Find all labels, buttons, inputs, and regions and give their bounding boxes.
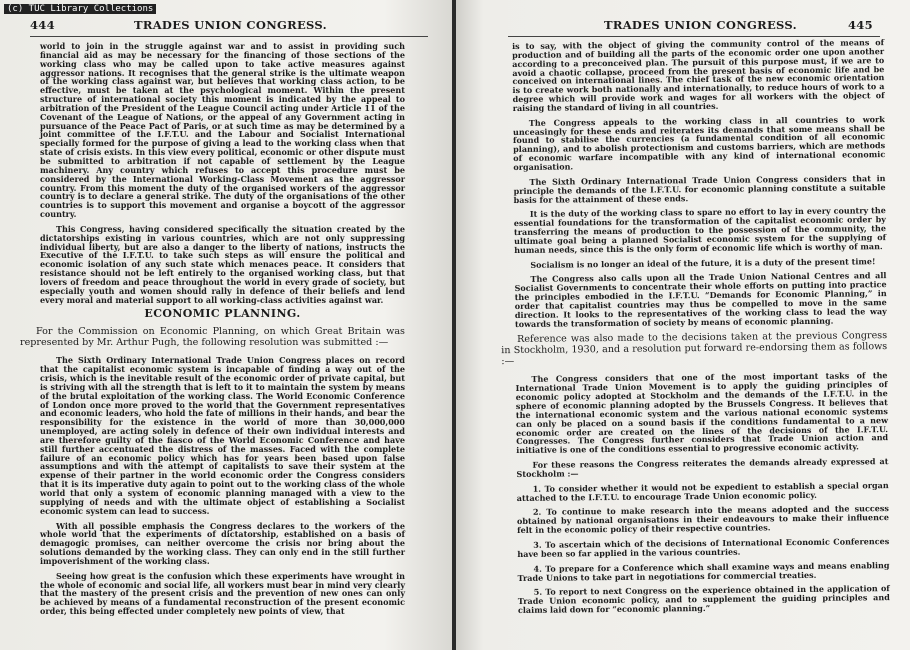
left-body-text [20,41,405,622]
left-page [0,0,452,650]
right-paragraph: For these reasons the Congress reiterates the demands already expressed at Stockholm :— [516,456,889,479]
left-page-number: 444 [30,18,55,32]
right-reference-paragraph: Reference was also made to the decisions taken at the previous Congress in Stockholm, 1930, and a resolution put forward re-endorsing them as follows :— [501,330,888,368]
left-paragraph: world to join in the struggle against war and to assist in providing such financial aid as may be necessary for the financing of those sections of the working class who may be called upon to take active measures against aggressor nations. It recognises that the general strike is the ultimate weapon of the working class against war, but believes that working class action, to be effective, must be taken at the psychological moment. Within the present structure of international society this moment is indicated by the appeal to arbitration of the President of the League Council acting under Article 11 of the Covenant of the League of Nations, or the appeal of any Government acting in pursuance of the Peace Pact of Paris, or at such time as may be determined by a joint committee of the I.F.T.U. and the Labour and Socialist International specially formed for the purpose of giving a lead to the working class when that state of crisis exists. In this view every political, economic or other dispute must be submitted to arbitration if not capable of settlement by the League machinery. Any country which refuses to accept this procedure must be considered by the International Working-Class Movement as the aggressor country. From this moment the duty of the organised workers of the aggressor country is to declare a general strike. The duty of the organisations of the other countries is to support this movement and organise a boycott of the aggressor country. [40,41,405,220]
left-paragraph: Seeing how great is the confusion which these experiments have wrought in the whole of economic and social life, all workers must bear in mind very clearly that the mastery of the present crisis and the prevention of new ones can only be achieved by means of a fundamental reconstruction of the present economic order, this being effected under completely new points of view, that [40,570,405,617]
left-paragraph: This Congress, having considered specifically the situation created by the dictatorships existing in various countries, which are not only suppressing individual liberty, but are also a danger to the liberty of nations, instructs the Executive of the I.F.T.U. to take such steps as will ensure the political and economic isolation of any such state which menaces peace. It considers that resistance should not be left entirely to the organised working class, but that lovers of freedom and peace throughout the world in every grade of society, but especially youth and women should rally in defence of their beliefs and lend every moral and material support to all working-class activities against war. [40,223,405,305]
demands-list [517,481,890,615]
left-running-head: TRADES UNION CONGRESS. [134,18,327,32]
left-header-rule [30,36,428,37]
right-paragraph: The Congress appeals to the working class in all countries to work unceasingly for these ends and reiterates its demands that some means shall be found to stabilise the currencies (a fundamental condition of all economic planning), and to abolish protectionism and customs barriers, which are methods of economic warfare incompatible with any kind of international economic organisation. [512,113,886,172]
right-body-text [501,37,890,621]
left-paragraph: With all possible emphasis the Congress declares to the workers of the whole world that the experiments of dictatorship, established on a basis of demagogic promises, can neither overcome the crisis nor bring about the solutions demanded by the working class. They can only end in the still further impoverishment of the working class. [40,520,405,566]
left-intro-paragraph: For the Commission on Economic Planning, on which Great Britain was represented by Mr. Arthur Pugh, the following resolution was submitted :— [20,326,405,349]
right-running-head: TRADES UNION CONGRESS. [604,18,797,32]
list-item: 2. To continue to make research into the means adopted and the success obtained by national organisations in their endeavours to make their influence felt in the economic policy of their respective countries. [516,503,890,536]
right-paragraph: The Sixth Ordinary International Trade Union Congress considers that in principle the demands of the I.F.T.U. for economic planning constitute a suitable basis for the attainment of these ends. [513,172,886,205]
list-item: 3. To ascertain which of the decisions of International Economic Conferences have been so far applied in the various countries. [517,536,890,559]
right-paragraph: is to say, with the object of giving the community control of the means of production and of building all the parts of the economic order one upon another according to a preconceived plan. The pursuit of this purpose must, if we are to avoid a chaotic collapse, proceed from the present basis of economic life and be conceived on international lines. The chief task of the new economic orientation is to create work both nationally and internationally, to reduce hours of work to a degree which will provide work and wages for all workers with the object of raising the standard of living in all countries. [511,37,885,113]
right-page [456,0,910,650]
right-paragraph: It is the duty of the working class to spare no effort to lay in every country the essential foundations for the transformation of the capitalist economic order by transferring the means of production to the possession of the community, the ultimate goal being a planned Socialist economic system for the supplying of human needs, since this is the only form of economic life which is worthy of man. [513,205,887,255]
right-paragraph: The Congress also calls upon all the Trade Union National Centres and all Socialist Governments to concentrate their whole efforts on putting into practice the principles embodied in the I.F.T.U. “Demands for Economic Planning,” in order that capitalist countries may thus be compelled to move in the same direction. It looks to the representatives of the working class to lead the way towards the transformation of society by means of economic planning. [514,270,887,329]
list-item: 4. To prepare for a Conference which shall examine ways and means enabling Trade Unions to take part in negotiations for commercial treaties. [517,559,890,583]
section-title: ECONOMIC PLANNING. [144,307,301,321]
right-paragraph: The Congress considers that one of the most important tasks of the International Trade Union Movement is to apply the guiding principles of economic policy adopted at Stockholm and the demands of the I.F.T.U. in the sphere of economic planning adopted by the Brussels Congress. It believes that the international economic system and the various national economic systems can only be placed on a sound basis if the conditions fundamental to a new economic order are created on the lines of the decisions of the I.F.T.U. Congresses. The Congress further considers that Trade Union action and initiative is one of the conditions essential to progressive economic activity. [515,370,889,456]
list-item: 1. To consider whether it would not be expedient to establish a special organ attached to the I.F.T.U. to encourage Trade Union economic policy. [516,479,889,503]
right-paragraph: Socialism is no longer an ideal of the future, it is a duty of the present time! [530,255,876,270]
right-page-number: 445 [848,18,873,32]
watermark-label: (c) TUC Library Collections [4,4,156,14]
list-item: 5. To report to next Congress on the experience obtained in the application of Trade Union economic policy, and to supplement the guiding principles and claims laid down for “economic planning.” [517,583,890,615]
left-paragraph: The Sixth Ordinary International Trade Union Congress places on record that the capitalist economic system is incapable of finding a way out of the crisis, which is the inevitable result of the economic order of private capital, but is striving with all the strength that is left to it to maintain the system by means of the brutal exploitation of the working class. The World Economic Conference of London once more proved to the world that the Government representatives and economic leaders, who hold the fate of millions in their hands, and bear the responsibility for the existence in the world of more than 30,000,000 unemployed, are acting solely in defence of their own individual interests and are therefore guilty of the fiasco of the World Economic Conference and have still further accentuated the distress of the masses. Faced with the complete failure of an economic policy which has for years been based upon false assumptions and with the attempt of capitalists to save their system at the expense of their partner in the world economic order the Congress considers that it is its imperative duty again to point out to the working class of the whole world that only a system of economic planning managed with a view to the supplying of needs and with the ultimate object of establishing a Socialist economic system can lead to success. [40,355,405,516]
